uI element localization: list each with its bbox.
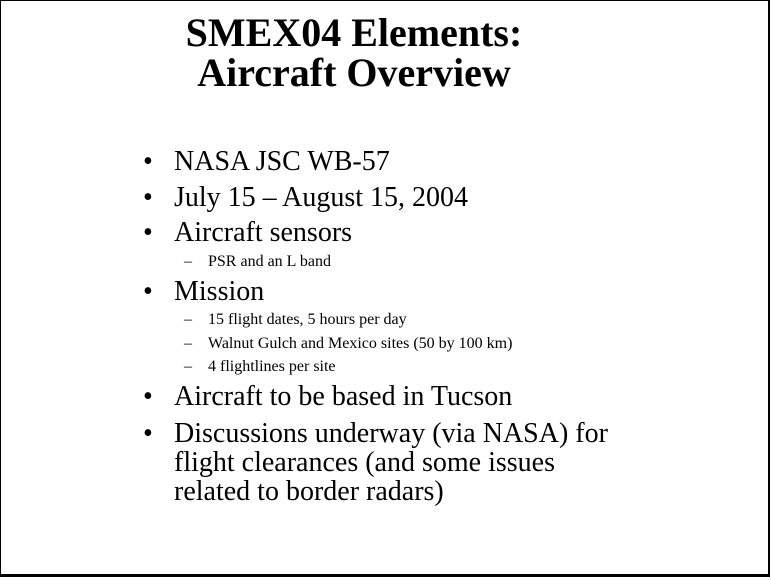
- bullet-text: Discussions underway (via NASA) for: [174, 418, 608, 449]
- bullet-text: Mission: [174, 276, 265, 307]
- sub-bullet-item: [184, 334, 513, 354]
- bullet-item: [143, 381, 513, 412]
- dash-icon: –: [184, 335, 192, 352]
- bullet-text: Aircraft sensors: [174, 217, 353, 248]
- bullet-continuation: [174, 477, 444, 506]
- bullet-text: flight clearances (and some issues: [174, 447, 555, 478]
- sub-bullet-item: [184, 252, 331, 272]
- title-line-2: Aircraft Overview: [197, 50, 511, 95]
- title-line-1: SMEX04 Elements:: [185, 10, 523, 55]
- dash-icon: –: [184, 358, 192, 375]
- dash-icon: –: [184, 311, 192, 328]
- bullet-list: [1, 1, 768, 574]
- bullet-dot-icon: •: [143, 276, 153, 307]
- bullet-text: July 15 – August 15, 2004: [174, 182, 469, 213]
- bullet-dot-icon: •: [143, 146, 153, 177]
- bullet-continuation: [174, 448, 555, 477]
- sub-bullet-text: 15 flight dates, 5 hours per day: [208, 311, 407, 328]
- bullet-text: Aircraft to be based in Tucson: [174, 381, 513, 412]
- bullet-item: [143, 217, 353, 248]
- bullet-dot-icon: •: [143, 217, 153, 248]
- dash-icon: –: [184, 253, 192, 270]
- bullet-item: [143, 418, 608, 449]
- sub-bullet-text: 4 flightlines per site: [208, 358, 336, 375]
- bullet-item: [143, 182, 469, 213]
- bullet-dot-icon: •: [143, 418, 153, 449]
- sub-bullet-text: Walnut Gulch and Mexico sites (50 by 100 km): [208, 335, 513, 352]
- sub-bullet-text: PSR and an L band: [208, 253, 331, 270]
- bullet-text: NASA JSC WB-57: [174, 146, 390, 177]
- bullet-item: [143, 146, 390, 177]
- bullet-dot-icon: •: [143, 182, 153, 213]
- sub-bullet-item: [184, 310, 407, 330]
- bullet-text: related to border radars): [174, 476, 444, 507]
- bullet-item: [143, 276, 265, 307]
- sub-bullet-item: [184, 357, 336, 377]
- bullet-dot-icon: •: [143, 381, 153, 412]
